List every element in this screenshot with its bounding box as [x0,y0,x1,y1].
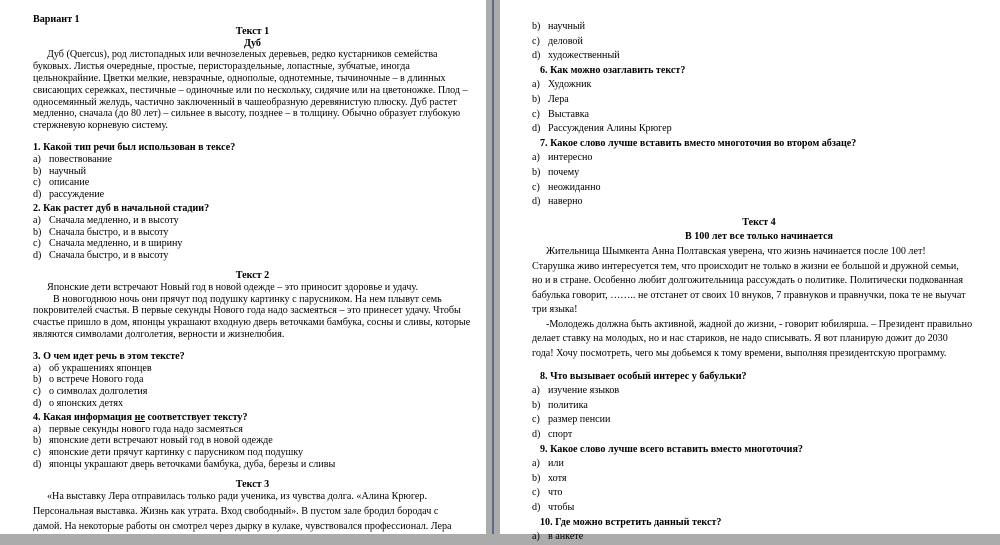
question-2-options [33,215,472,262]
option-item: c) Выставка [532,108,590,120]
text4-line: Старушка живо интересуется тем, что происходит не только в жизни ее большой и дружной семьи, [532,260,959,272]
option-item: a) изучение языков [532,385,620,397]
text1-body [33,49,472,132]
text4-line: три языка! [532,304,578,316]
text4-line: но и в стране. Особенно любит долгожительница рассуждать о политике. Политически подкованная [532,275,964,287]
text1-line: буковых. Листья очередные, простые, перистораздельные, лопастные, зубчатые, иногда [33,61,410,73]
question-7-options [532,151,986,209]
option-item: a) первые секунды нового года надо засмеяться [33,423,243,435]
option-item: d) японцы украшают дверь веточками бамбука, дуба, березы и сливы [33,458,336,470]
option-item: c) размер пенсии [532,414,611,426]
option-item: d) Рассуждения Алины Крюгер [532,123,672,135]
option-item: d) спорт [532,429,573,441]
option-item: d) рассуждение [33,189,105,201]
text1-line: цельнокрайние. Цветки мелкие, невзрачные, однополые, однотемные, тычиночные – в длинных [33,72,446,84]
option-item: b) Лера [532,93,569,105]
text2-line: покровителей счастья. В первые секунды Нового года надо засмеяться – это принесет удачу. Чтобы [33,305,461,317]
text4-title: В 100 лет все только начинается [684,231,834,243]
text4-line: года! Хочу посмотреть, чего мы добьемся к тому времени, выполняя президентскую программу. [532,348,947,360]
question-3: 3. О чем идет речь в этом тексте? [33,350,185,362]
text1-line: свисающих сережках, пестичные – одиночные или по нескольку, сидячие или на цветоножке. Плод – [33,84,468,96]
question-9: 9. Какое слово лучше всего вставить вместо многоточия? [540,443,803,455]
option-item: c) Сначала медленно, и в ширину [33,238,183,250]
option-item: b) хотя [532,472,567,484]
text2-line: В новогоднюю ночь они прячут под подушку картинку с парусником. На нем плывут семь [53,293,442,305]
option-item: d) художественный [532,50,620,62]
question-8-options [532,384,986,442]
text2-line: Японские дети встречают Новый год в новой одежде – это приносит здоровье и удачу. [47,281,418,293]
option-item: c) деловой [532,35,583,47]
text1-heading: Текст 1 [235,25,270,37]
question-4-options [33,424,472,471]
variant-title: Вариант 1 [33,14,80,25]
text3-line: «На выставку Лера отправилась только ради ученика, из чувства долга. «Алина Крюгер. [47,491,427,503]
page-separator [492,0,494,534]
question-1-options [33,154,472,201]
option-item: c) что [532,487,563,499]
option-item: a) интересно [532,152,593,164]
text4-heading: Текст 4 [742,216,776,228]
question-1: 1. Какой тип речи был использован в тексе? [33,141,236,153]
option-item: d) чтобы [532,502,575,513]
option-item: a) об украшениях японцев [33,362,152,374]
option-item: c) описание [33,177,90,189]
option-item: b) научный [33,165,87,177]
text2-line: являются символами долголетия, верности и жизнелюбия. [33,328,285,340]
option-item: a) Художник [532,79,592,91]
question-3-options [33,363,472,410]
text3-body [33,490,472,534]
option-item: c) неожиданно [532,181,601,193]
question-4: 4. Какая информация не соответствует тексту? [33,411,248,423]
document-page-right [500,0,1000,543]
text1-line: односемянный желудь, частично заключенный в чашеобразную деревянистую плюску. Дуб растет [33,96,457,108]
question-2: 2. Как растет дуб в начальной стадии? [33,202,210,214]
option-item: b) о встрече Нового года [33,374,144,386]
text2-heading: Текст 2 [235,269,270,281]
text2-body [33,282,472,341]
option-item: a) в анкете [532,531,584,543]
text4-line: бабулька говорит, …….. не отстанет от своих 10 внуков, 7 правнуков и правнучки, пока те не выучат [532,289,966,301]
text2-line: счастье пришло в дом, японцы украшают входную дверь веточками бамбука, сосны и сливы, которые [33,317,471,329]
text1-line: стержневую корневую систему. [33,120,168,132]
option-item: d) о японских детях [33,397,124,409]
question-8: 8. Что вызывает особый интерес у бабульки? [540,370,747,382]
text1-line: Дуб (Quercus), род листопадных или вечнозеленых деревьев, редко кустарников семейства [47,49,438,61]
question-6: 6. Как можно озаглавить текст? [540,64,686,76]
option-item: c) о символах долголетия [33,386,148,398]
question-5-options [532,20,986,64]
option-item: d) Сначала быстро, и в высоту [33,250,169,262]
option-item: a) повествование [33,153,112,165]
text4-line: Жительница Шымкента Анна Полтавская уверена, что жизнь начинается после 100 лет! [546,245,926,257]
question-7: 7. Какое слово лучше вставить вместо многоточия во втором абзаце? [540,137,857,149]
text3-line: Персональная выставка. Жизнь как утрата. Вход свободный». В пустом зале бродил бородач с [33,506,439,518]
option-item: a) или [532,458,564,470]
text1-line: медленно, сначала (до 80 лет) – сильнее в высоту, позднее – в толщину. Обычно образует глубокую [33,108,461,120]
question-10-options [532,530,986,545]
text3-line: дамой. На некоторые работы он смотрел через дырку в кулаке, чувствовался профессионал. Лера [33,520,452,532]
option-item: b) политика [532,399,588,411]
text3-heading: Текст 3 [235,478,270,490]
option-item: d) наверно [532,196,583,208]
option-item: a) Сначала медленно, и в высоту [33,214,179,226]
text4-line: делает ставку на молодых, но и нас стариков, не надо списывать. Я вот планирую дожит до 2030 [532,333,948,345]
question-4-negation: не [134,411,145,423]
option-item: b) почему [532,166,580,178]
question-10: 10. Где можно встретить данный текст? [540,516,722,528]
text4-body [532,245,986,362]
question-6-options [532,78,986,136]
option-item: b) Сначала быстро, и в высоту [33,226,169,238]
option-item: c) японские дети прячут картинку с парусником под подушку [33,447,304,459]
option-item: b) научный [532,21,586,32]
question-9-options [532,457,986,515]
text1-title: Дуб [244,37,261,49]
document-page-left [0,0,486,534]
text4-line: -Молодежь должна быть активной, жадной до жизни, - говорит юбилярша. – Президент правильно [546,318,973,330]
option-item: b) японские дети встречают новый год в новой одежде [33,435,273,447]
